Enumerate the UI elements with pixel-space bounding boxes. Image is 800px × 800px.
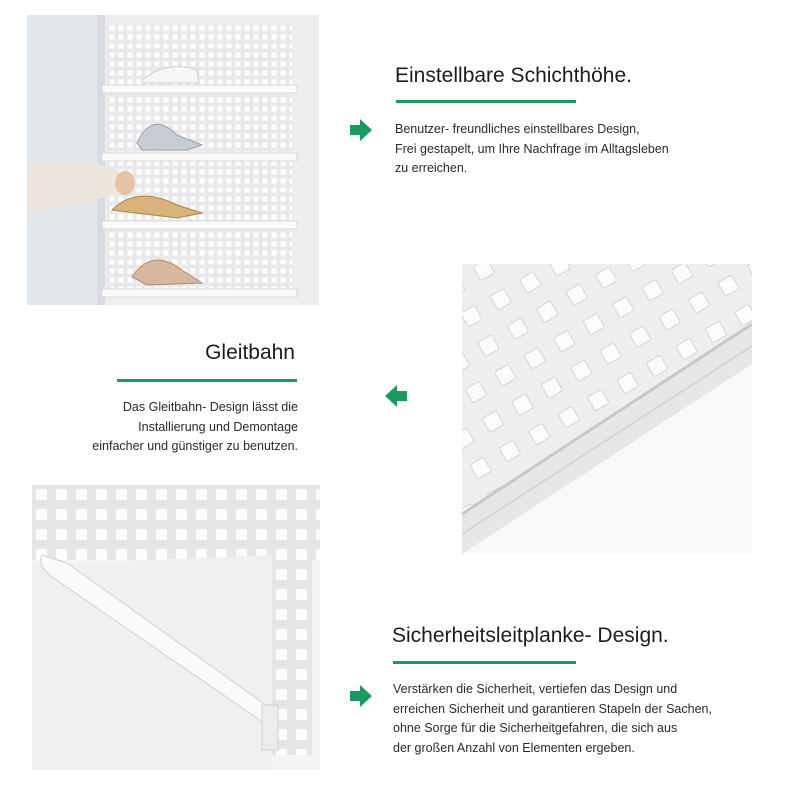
safety-rail-photo xyxy=(32,485,320,770)
section-3-line: der großen Anzahl von Elementen ergeben. xyxy=(393,740,635,755)
arrow-right-icon xyxy=(348,117,374,143)
section-2-description xyxy=(92,398,298,457)
section-1-heading: Einstellbare Schichthöhe. xyxy=(395,64,632,87)
section-2-line: Das Gleitbahn- Design lässt die xyxy=(122,400,298,414)
section-3-description xyxy=(393,680,712,758)
arrow-right-icon xyxy=(348,683,374,709)
section-1-description xyxy=(395,120,669,179)
section-2-underline xyxy=(117,379,297,382)
section-2-line: Installierung und Demontage xyxy=(138,419,298,434)
section-1-underline xyxy=(396,100,576,103)
section-1-line: Benutzer- freundliches einstellbares Design, xyxy=(395,122,640,136)
section-3-line: Verstärken die Sicherheit, vertiefen das Design und xyxy=(393,682,678,696)
slide-rail-photo xyxy=(462,264,752,554)
arrow-left-icon xyxy=(383,383,409,409)
section-2-heading: Gleitbahn xyxy=(205,341,295,364)
section-3-line: erreichen Sicherheit und garantieren Stapeln der Sachen, xyxy=(393,701,712,716)
section-1-line: zu erreichen. xyxy=(395,161,468,175)
section-3-line: ohne Sorge für die Sicherheitgefahren, die sich aus xyxy=(393,721,678,735)
section-3-underline xyxy=(393,661,576,664)
section-2-line: einfacher und günstiger zu benutzen. xyxy=(92,439,298,453)
section-3-heading: Sicherheitsleitplanke- Design. xyxy=(392,624,669,647)
section-1-line: Frei gestapelt, um Ihre Nachfrage im Alltagsleben xyxy=(395,141,669,156)
shoe-rack-photo xyxy=(27,15,319,305)
